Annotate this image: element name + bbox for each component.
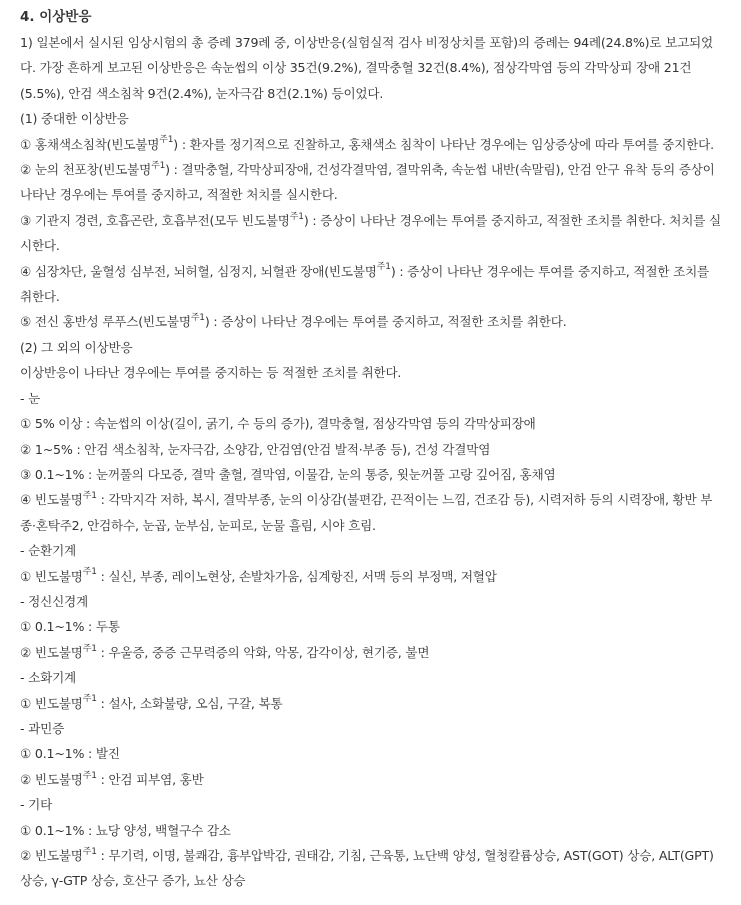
list-item: ④ 빈도불명$^{주1}$ : 각막지각 저하, 복시, 결막부종, 눈의 이상감(불편감, 끈적이는 느낌, 건조감 등), 시력저하 등의 시력장애, 황반 부종·혼탁주2, 안검하수, 눈곱, 눈부심, 눈피로, 눈물 흘림, 시야 흐림. [20,491,713,533]
list-item: ① 0.1~1% : 발진 [20,746,120,762]
item-lupus: ⑤ 전신 홍반성 루푸스(빈도불명$^{주1}$) : 증상이 나타난 경우에는 투여를 중지하고, 적절한 조치를 취한다. [20,313,567,330]
list-item: ① 5% 이상 : 속눈썹의 이상(길이, 굵기, 수 등의 증가), 결막충혈, 점상각막염 등의 각막상피장애 [20,416,536,432]
category-digestive: - 소화기계 [20,670,77,686]
heading-other-reactions: (2) 그 외의 이상반응 [20,339,133,355]
footnote-marker: 주1 [82,694,97,705]
list-item: ① 빈도불명$^{주1}$ : 설사, 소화불량, 오심, 구갈, 복통 [20,694,283,711]
list-item: ② 1~5% : 안검 색소침착, 눈자극감, 소양감, 안검염(안검 발적·부종 등), 건성 각결막염 [20,441,491,457]
category-neuropsychiatric: - 정신신경계 [20,593,88,609]
list-item: ① 0.1~1% : 두통 [20,619,120,635]
footnote-marker: 주1 [159,135,174,146]
footnote-marker: 주1 [82,846,97,857]
category-hypersensitivity: - 과민증 [20,720,65,736]
section-title: 4. 이상반응 [20,9,92,25]
list-item: ① 0.1~1% : 뇨당 양성, 백혈구수 감소 [20,822,231,838]
footnote-marker: 주1 [82,567,97,578]
paragraph-other-intro: 이상반응이 나타난 경우에는 투여를 중지하는 등 적절한 조치를 취한다. [20,365,402,381]
item-heart-block: ④ 심장차단, 울혈성 심부전, 뇌허혈, 심정지, 뇌혈관 장애(빈도불명$^{주1}$) : 증상이 나타난 경우에는 투여를 중지하고, 적절한 조치를 취한다. [20,262,710,305]
item-bronchospasm: ③ 기관지 경련, 호흡곤란, 호흡부전(모두 빈도불명$^{주1}$) : 증상이 나타난 경우에는 투여를 중지하고, 적절한 조치를 취한다. 처치를 실시한다. [20,211,721,254]
paragraph-summary: 1) 일본에서 실시된 임상시험의 총 증례 379례 중, 이상반응(실험실적 검사 비정상치를 포함)의 증례는 94례(24.8%)로 보고되었다. 가장 흔하게 보고된 이상반응은 속눈썹의 이상 35건(9.2%), 결막충혈 32건(8.4%), 점상각막염 등의 각막상피 장애 21건(5.5%), 안검 색소침착 9건(2.4%), 눈자극감 8건(2.1%) 등이었다. [20,35,713,101]
footnote-marker: 주1 [376,262,391,273]
list-item: ③ 0.1~1% : 눈꺼풀의 다모증, 결막 출혈, 결막염, 이물감, 눈의 통증, 윗눈꺼풀 고랑 깊어짐, 홍채염 [20,466,556,482]
list-item: ① 빈도불명$^{주1}$ : 실신, 부종, 레이노현상, 손발차가움, 심계항진, 서맥 등의 부정맥, 저혈압 [20,567,497,584]
footnote-marker: 주1 [151,160,166,171]
category-circulatory: - 순환기계 [20,543,77,559]
category-other: - 기타 [20,797,53,813]
footnote-marker: 주1 [289,211,304,222]
heading-serious-reactions: (1) 중대한 이상반응 [20,111,129,127]
footnote-marker: 주1 [82,770,97,781]
category-eye: - 눈 [20,390,41,406]
item-iris-pigmentation: ① 홍채색소침착(빈도불명$^{주1}$) : 환자를 정기적으로 진찰하고, 홍채색소 침착이 나타난 경우에는 임상증상에 따라 투여를 중지한다. [20,135,714,152]
footnote-marker: 주1 [82,643,97,654]
list-item: ② 빈도불명$^{주1}$ : 무기력, 이명, 불쾌감, 흉부압박감, 권태감, 기침, 근육통, 뇨단백 양성, 혈청칼륨상승, AST(GOT) 상승, ALT(GPT) 상승, γ-GTP 상승, 호산구 증가, 뇨산 상승 [20,846,714,889]
footnote-marker: 주1 [82,491,97,502]
footnote-marker: 주1 [190,313,205,324]
list-item: ② 빈도불명$^{주1}$ : 안검 피부염, 홍반 [20,770,204,787]
list-item: ② 빈도불명$^{주1}$ : 우울증, 중증 근무력증의 악화, 악몽, 감각이상, 현기증, 불면 [20,643,430,660]
item-ocular-pemphigoid: ② 눈의 천포창(빈도불명$^{주1}$) : 결막충혈, 각막상피장애, 건성각결막염, 결막위축, 속눈썹 내반(속말림), 안검 안구 유착 등의 증상이 나타난 경우에는 투여를 중지하고, 적절한 처치를 실시한다. [20,160,715,203]
